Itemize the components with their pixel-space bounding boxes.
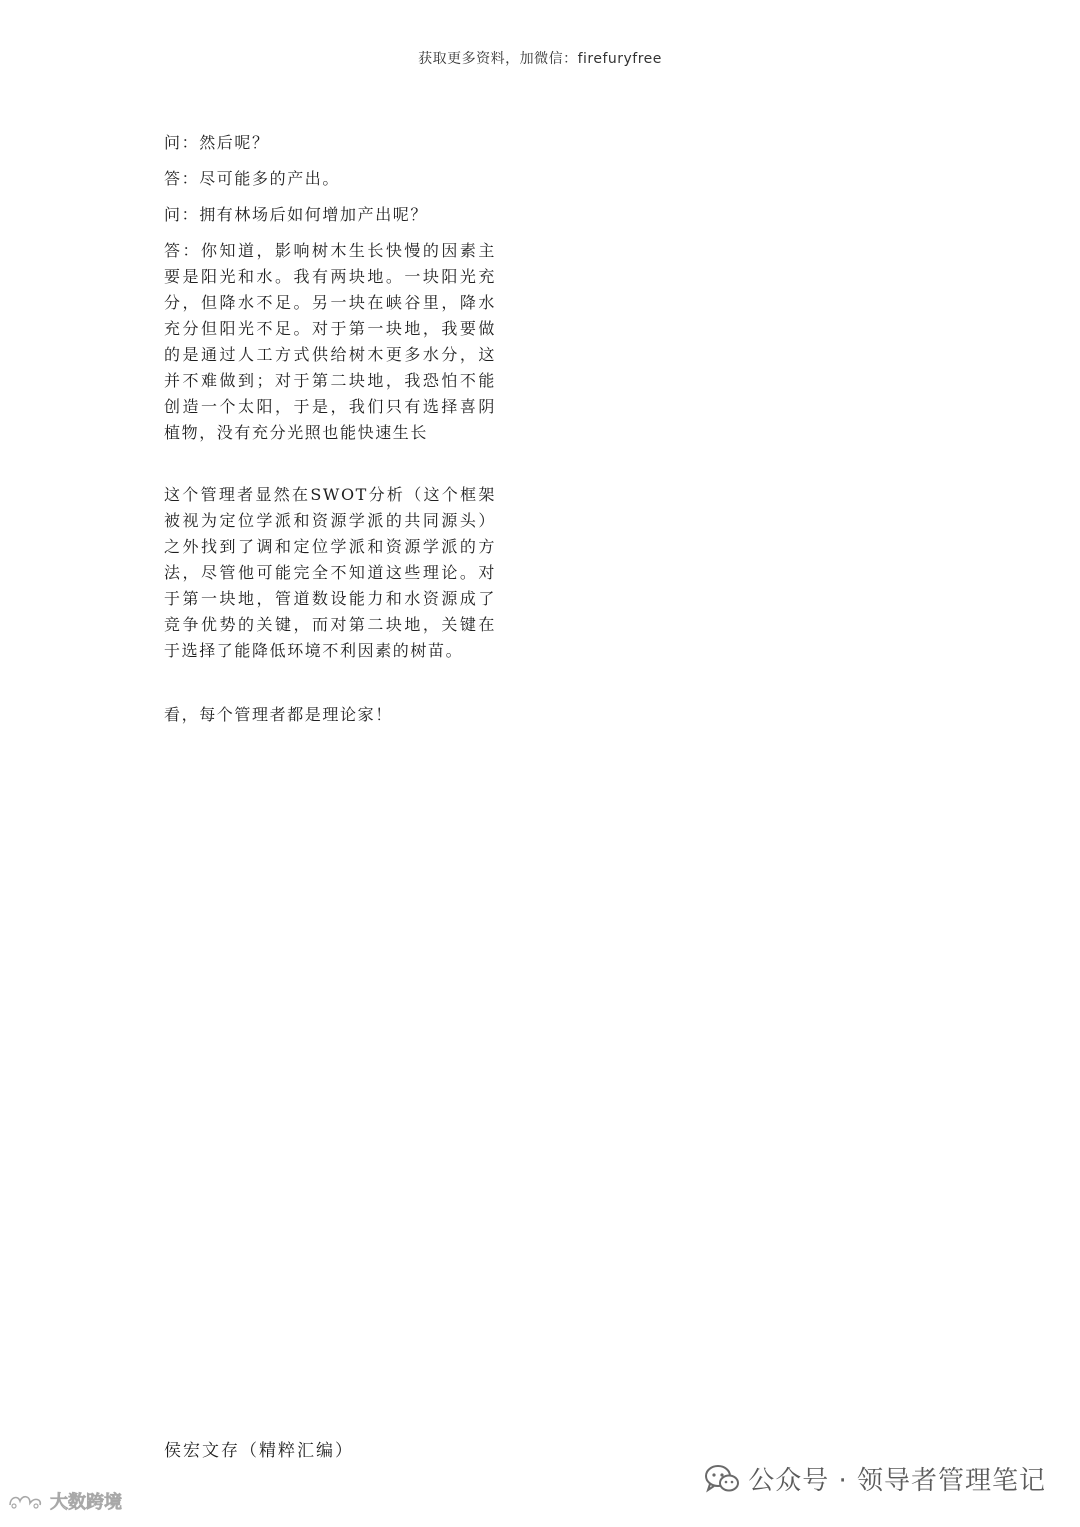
watermark-right <box>704 1460 1046 1497</box>
watermark-right-text: 公众号 · 领导者管理笔记 <box>748 1466 1046 1496</box>
spark-logo-icon <box>6 1491 46 1511</box>
footer-title: 侯宏文存（精粹汇编） <box>164 1441 354 1461</box>
watermark-left <box>6 1488 122 1514</box>
answer-2-paragraph: 答：你知道，影响树木生长快慢的因素主要是阳光和水。我有两块地。一块阳光充分，但降水不足。另一块在峡谷里，降水充分但阳光不足。对于第一块地，我要做的是通过人工方式供给树木更多水分，这并不难做到；对于第二块地，我恐怕不能创造一个太阳，于是，我们只有选择喜阴植物，没有充分光照也能快速生长 <box>164 241 496 442</box>
answer-1: 答：尽可能多的产出。 <box>164 169 341 188</box>
question-2: 问：拥有林场后如何增加产出呢？ <box>164 205 429 224</box>
conclusion-line: 看，每个管理者都是理论家！ <box>164 705 393 724</box>
header-note: 获取更多资料，加微信：firefuryfree <box>418 51 662 67</box>
question-1: 问：然后呢？ <box>164 133 270 152</box>
document-body <box>164 130 496 728</box>
wechat-icon <box>704 1464 740 1494</box>
analysis-paragraph: 这个管理者显然在SWOT分析（这个框架被视为定位学派和资源学派的共同源头）之外找到了调和定位学派和资源学派的方法，尽管他可能完全不知道这些理论。对于第一块地，管道数设能力和水资源成了竞争优势的关键，而对第二块地，关键在于选择了能降低环境不利因素的树苗。 <box>164 485 496 660</box>
watermark-left-text: 大数跨境 <box>50 1492 122 1513</box>
